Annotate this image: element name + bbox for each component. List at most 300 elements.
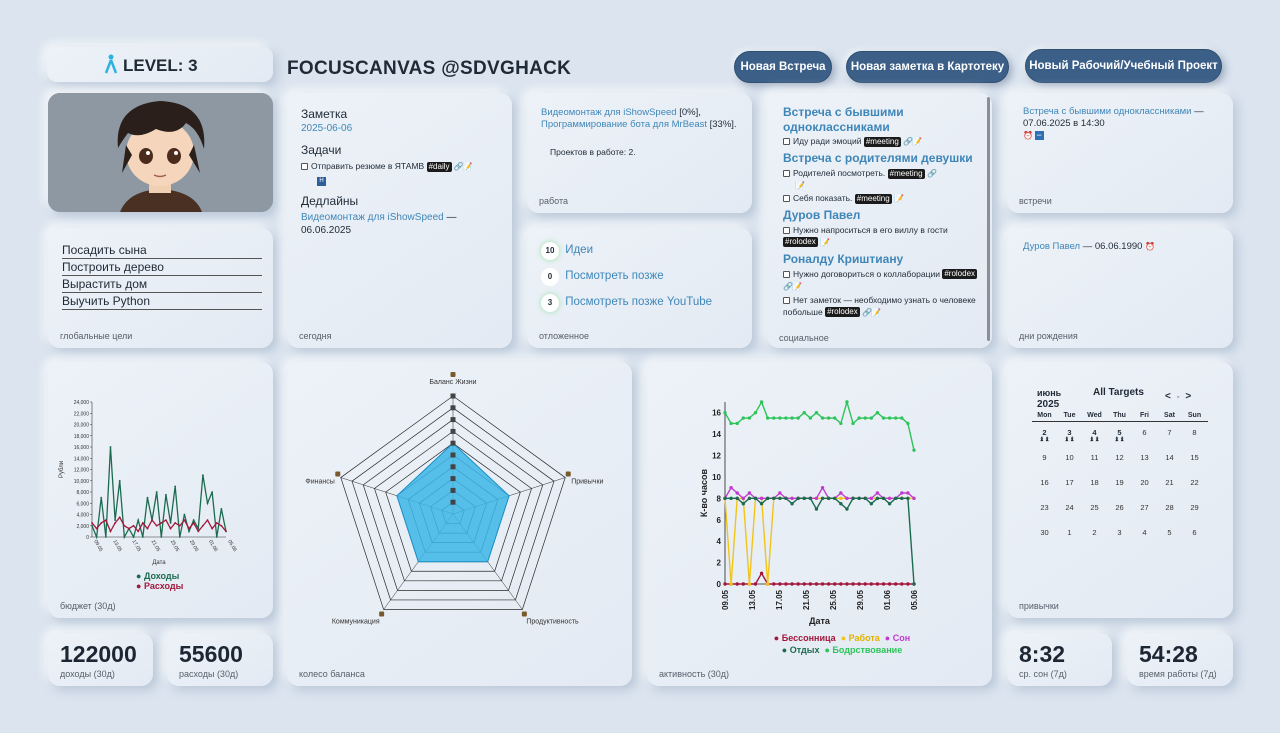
social-checkbox[interactable] [783, 170, 790, 177]
prev-month-button[interactable]: < [1165, 391, 1177, 402]
social-item [783, 294, 979, 318]
data-point [748, 491, 751, 494]
data-point [760, 572, 763, 575]
data-point [882, 582, 885, 585]
social-item-text: Нет заметок — необходимо узнать о человеке побольше [783, 294, 976, 317]
y-tick-label: 12,000 [73, 467, 89, 474]
x-tick-label: 29.05 [856, 590, 865, 611]
calendar-day[interactable]: 30 [1040, 528, 1049, 537]
project-link[interactable]: Видеомонтаж для iShowSpeed [541, 107, 677, 118]
chart-legend [136, 571, 183, 591]
y-tick-label: 0 [716, 580, 721, 589]
social-checkbox[interactable] [783, 297, 790, 304]
data-point [142, 536, 144, 538]
minus-icon[interactable]: − [1036, 129, 1042, 140]
meeting-datetime: — 07.06.2025 в 14:30 [1023, 106, 1204, 129]
note-icon[interactable]: 📝 [894, 194, 905, 203]
weekday-label: Wed [1087, 412, 1102, 419]
data-point [742, 497, 745, 500]
social-tag[interactable]: #rolodex [944, 269, 976, 279]
data-point [748, 497, 751, 500]
data-point [894, 497, 897, 500]
calendar-day[interactable]: 8 [1192, 428, 1197, 437]
link-icon[interactable]: 🔗 [862, 307, 873, 317]
data-point [876, 411, 879, 414]
count-badge: 3 [541, 294, 559, 312]
data-point [119, 480, 121, 482]
habit-marks-icon: ♝♝ [1114, 437, 1125, 443]
calendar-day[interactable]: 19 [1115, 478, 1124, 487]
data-point [729, 582, 732, 585]
y-tick-label: 10,000 [73, 478, 89, 485]
data-point [796, 416, 799, 419]
calendar-day[interactable]: 10 [1065, 453, 1074, 462]
data-point [133, 525, 135, 527]
card-label: колесо баланса [299, 669, 365, 679]
data-point [96, 536, 98, 538]
card-label: социальное [779, 333, 829, 343]
card-label: ср. сон (7д) [1019, 669, 1067, 679]
social-item [783, 268, 979, 292]
card-label: расходы (30д) [179, 669, 239, 679]
social-checkbox[interactable] [783, 195, 790, 202]
postponed-card [527, 228, 752, 348]
social-title[interactable]: Дуров Павел [783, 207, 861, 222]
task-checkbox[interactable] [301, 163, 308, 170]
data-point [202, 474, 204, 476]
axis-label: Финансы [305, 478, 335, 486]
next-month-button[interactable]: > [1185, 391, 1198, 402]
data-point [821, 416, 824, 419]
scale-marker [451, 453, 456, 458]
today-button[interactable]: ◦ [1176, 394, 1186, 401]
data-point [833, 582, 836, 585]
priority-icon: H [317, 177, 326, 186]
y-tick-label: 0 [86, 535, 89, 541]
data-point [778, 491, 781, 494]
data-point [151, 519, 153, 521]
deadline-link[interactable]: Видеомонтаж для iShowSpeed [301, 212, 444, 223]
data-point [821, 582, 824, 585]
link-icon[interactable]: 🔗 [783, 281, 793, 291]
data-point [184, 514, 186, 516]
data-point [821, 486, 824, 489]
axis-icon [379, 611, 384, 616]
social-tag[interactable]: #meeting [889, 168, 923, 178]
axis-label: Продуктивность [526, 618, 579, 626]
calendar-day[interactable]: 17 [1065, 478, 1074, 487]
new-project-button[interactable]: Новый Рабочий/Учебный Проект [1025, 49, 1222, 83]
data-point [160, 522, 162, 524]
data-point [766, 416, 769, 419]
calendar-day[interactable]: 2 ♝♝ [1032, 428, 1057, 443]
goal-item[interactable]: Вырастить дом [62, 276, 262, 293]
y-axis-label: К-во часов [699, 468, 709, 518]
scale-marker [451, 417, 456, 422]
x-tick-label: 01.06 [207, 539, 219, 553]
tasks-heading: Задачи [301, 143, 342, 157]
goals-list [62, 242, 262, 310]
social-item-text: Иду ради эмоций [793, 136, 862, 146]
weekday-label: Tue [1063, 412, 1076, 419]
data-point [211, 491, 213, 493]
data-point [165, 494, 167, 496]
data-point [735, 422, 738, 425]
week-row [1032, 522, 1208, 547]
calendar-day[interactable]: 6 [1142, 428, 1147, 437]
data-point [179, 536, 181, 538]
data-point [839, 582, 842, 585]
social-title[interactable]: Роналду Криштиану [783, 251, 904, 266]
x-tick-label: 05.06 [226, 539, 238, 553]
data-point [851, 422, 854, 425]
calendar-day[interactable]: 2 [1092, 528, 1097, 537]
postponed-link[interactable]: Идеи [565, 244, 593, 256]
data-point [857, 582, 860, 585]
new-rolodex-note-button[interactable]: Новая заметка в Картотеку [846, 51, 1009, 83]
data-point [207, 502, 209, 504]
data-point [202, 525, 204, 527]
postponed-link[interactable]: Посмотреть позже [565, 270, 664, 282]
data-point [105, 519, 107, 521]
meeting-link[interactable]: Встреча с бывшими одноклассниками [1023, 106, 1192, 117]
data-point [809, 497, 812, 500]
data-point [760, 400, 763, 403]
data-point [870, 582, 873, 585]
postponed-item[interactable] [541, 294, 712, 312]
calendar-day[interactable]: 4 ♝♝ [1082, 428, 1107, 443]
legend-label: Бессонница [781, 633, 836, 643]
series-line [725, 498, 914, 584]
data-point [894, 582, 897, 585]
scale-marker [451, 464, 456, 469]
x-tick-label: 13.05 [748, 590, 757, 611]
calendar-day[interactable]: 16 [1040, 478, 1049, 487]
social-title[interactable]: Встреча с родителями девушки [783, 150, 973, 165]
data-point [137, 530, 139, 532]
series-line [725, 498, 914, 584]
social-title[interactable]: Встреча с бывшими одноклассниками [783, 105, 904, 134]
data-point [821, 497, 824, 500]
calendar-filter[interactable]: All Targets [1093, 387, 1144, 398]
y-tick-label: 4 [716, 537, 721, 547]
meetings-card [1007, 93, 1233, 213]
calendar-day[interactable]: 5 ♝♝ [1107, 428, 1132, 443]
calendar-day[interactable]: 24 [1065, 503, 1074, 512]
data-point [735, 497, 738, 500]
social-tag[interactable]: #meeting [865, 136, 899, 146]
calendar-day[interactable]: 12 [1115, 453, 1124, 462]
data-point [809, 582, 812, 585]
calendar-day[interactable]: 21 [1165, 478, 1174, 487]
data-point [864, 416, 867, 419]
week-row [1032, 472, 1208, 497]
postponed-item[interactable] [541, 242, 593, 260]
data-point [748, 416, 751, 419]
data-point [900, 491, 903, 494]
chart-legend [742, 632, 942, 656]
calendar-day[interactable]: 5 [1167, 528, 1172, 537]
legend-item: ● Отдых [781, 645, 820, 655]
project-link[interactable]: Программирование бота для MrBeast [541, 119, 707, 130]
calendar-day[interactable]: 15 [1190, 453, 1199, 462]
data-point [906, 582, 909, 585]
calendar-month: июнь [1037, 388, 1062, 398]
legend-label: Расходы [143, 581, 184, 591]
data-point [91, 525, 93, 527]
data-point [137, 519, 139, 521]
data-point [851, 497, 854, 500]
data-point [784, 582, 787, 585]
calendar-day[interactable]: 28 [1165, 503, 1174, 512]
calendar-grid [1032, 412, 1208, 547]
card-label: активность (30д) [659, 669, 730, 679]
meeting-row [1023, 106, 1223, 142]
data-point [857, 416, 860, 419]
calendar-day[interactable]: 3 ♝♝ [1057, 428, 1082, 443]
scale-marker [451, 405, 456, 410]
calendar-day[interactable]: 20 [1140, 478, 1149, 487]
y-tick-label: 6 [716, 515, 721, 525]
postponed-link[interactable]: Посмотреть позже YouTube [565, 296, 713, 308]
birthday-link[interactable]: Дуров Павел [1023, 241, 1081, 252]
data-point [170, 528, 172, 530]
calendar-day[interactable]: 1 [1067, 528, 1072, 537]
y-tick-label: 8,000 [76, 490, 89, 496]
today-card [287, 93, 512, 348]
data-point [772, 497, 775, 500]
link-icon[interactable]: 🔗 [903, 137, 914, 147]
week-row [1032, 447, 1208, 472]
data-point [790, 416, 793, 419]
data-point [735, 491, 738, 494]
sleep-value: 8:32 [1019, 641, 1066, 667]
note-date-link[interactable]: 2025-06-06 [301, 123, 353, 134]
data-point [900, 582, 903, 585]
data-point [815, 411, 818, 414]
data-point [876, 497, 879, 500]
calendar-day[interactable]: 6 [1192, 528, 1197, 537]
data-point [888, 582, 891, 585]
expense-card [167, 633, 273, 686]
page-title: FOCUSCANVAS @SDVGHACK [287, 58, 572, 79]
y-tick-label: 22,000 [73, 411, 89, 418]
data-point [784, 497, 787, 500]
data-point [796, 582, 799, 585]
data-point [864, 582, 867, 585]
data-point [827, 416, 830, 419]
data-point [193, 522, 195, 524]
level-badge [47, 47, 273, 82]
budget-chart [48, 362, 273, 592]
legend-label: Отдых [789, 645, 820, 655]
data-point [742, 582, 745, 585]
x-tick-label: 21.05 [802, 590, 811, 611]
task-tag[interactable]: #daily [428, 161, 450, 171]
social-checkbox[interactable] [783, 138, 790, 145]
social-checkbox[interactable] [783, 227, 790, 234]
social-tag[interactable]: #meeting [856, 193, 890, 203]
calendar-day[interactable]: 9 [1042, 453, 1047, 462]
y-tick-label: 16 [712, 408, 721, 418]
y-tick-label: 6,000 [76, 501, 89, 508]
calendar-day[interactable]: 22 [1190, 478, 1199, 487]
data-point [114, 522, 116, 524]
new-meeting-button[interactable]: Новая Встреча [734, 51, 832, 83]
x-axis-label: Дата [152, 560, 166, 566]
balance-wheel-chart [287, 362, 632, 662]
postponed-item[interactable] [541, 268, 664, 286]
work-card [527, 93, 752, 213]
x-tick-label: 05.06 [910, 590, 919, 611]
weekday-label: Thu [1113, 412, 1126, 419]
calendar-day[interactable]: 4 [1142, 528, 1147, 537]
goal-item[interactable]: Выучить Python [62, 293, 262, 310]
data-point [179, 525, 181, 527]
data-point [105, 536, 107, 538]
y-tick-label: 20,000 [73, 422, 89, 429]
card-label: работа [539, 196, 568, 206]
calendar-day[interactable]: 7 [1167, 428, 1172, 437]
social-item [783, 167, 979, 191]
x-tick-label: 29.05 [187, 539, 200, 553]
avatar [48, 93, 273, 212]
calendar-day[interactable]: 29 [1190, 503, 1199, 512]
data-point [100, 522, 102, 524]
project-progress: [33%]. [707, 119, 737, 130]
projects-text [541, 107, 741, 131]
data-point [114, 519, 116, 521]
habits-card [1007, 362, 1233, 618]
data-point [216, 522, 218, 524]
calendar-day[interactable]: 27 [1140, 503, 1149, 512]
data-point [188, 528, 190, 530]
data-point [147, 497, 149, 499]
data-point [174, 485, 176, 487]
data-point [735, 582, 738, 585]
social-item [783, 224, 979, 248]
x-tick-label: 01.06 [883, 590, 892, 611]
task-row [301, 161, 506, 186]
x-tick-label: 09.05 [721, 590, 730, 611]
calendar-day[interactable]: 25 [1090, 503, 1099, 512]
link-icon[interactable]: 🔗 [453, 162, 464, 172]
data-point [110, 446, 112, 448]
data-point [729, 486, 732, 489]
y-tick-label: 24,000 [73, 400, 89, 406]
note-icon[interactable]: 📝 [912, 137, 923, 147]
calendar-day[interactable]: 14 [1165, 453, 1174, 462]
y-tick-label: 10 [712, 472, 721, 482]
data-point [772, 416, 775, 419]
data-point [845, 400, 848, 403]
data-point [119, 516, 121, 518]
income-card [48, 633, 153, 686]
calendar-year: 2025 [1037, 399, 1060, 410]
budget-card [48, 362, 273, 618]
data-point [912, 582, 915, 585]
y-tick-label: 12 [712, 451, 721, 461]
expense-value: 55600 [179, 641, 243, 667]
x-tick-label: 17.05 [130, 539, 143, 553]
data-point [754, 497, 757, 500]
week-row [1032, 422, 1208, 447]
data-point [900, 497, 903, 500]
data-point [754, 582, 757, 585]
calendar-day[interactable]: 18 [1090, 478, 1099, 487]
social-checkbox[interactable] [783, 271, 790, 278]
week-row [1032, 497, 1208, 522]
x-tick-label: 21.05 [149, 539, 162, 553]
data-point [888, 416, 891, 419]
data-point [160, 536, 162, 538]
card-label: глобальные цели [60, 331, 133, 341]
legend-label: Сон [892, 633, 911, 643]
data-point [876, 491, 879, 494]
data-point [845, 507, 848, 510]
data-point [188, 530, 190, 532]
goal-item[interactable]: Посадить сына [62, 242, 262, 259]
task-text: Отправить резюме в ЯТАМВ [311, 161, 425, 171]
legend-label: Доходы [143, 571, 180, 581]
axis-label: Привычки [571, 478, 604, 486]
goal-item[interactable]: Построить дерево [62, 259, 262, 276]
scrollbar[interactable] [987, 97, 990, 341]
data-point [742, 502, 745, 505]
note-icon[interactable]: 📝 [792, 281, 802, 291]
data-point [133, 536, 135, 538]
note-icon[interactable]: 📝 [462, 162, 473, 172]
note-icon[interactable]: 📝 [795, 181, 805, 190]
calendar-day[interactable]: 23 [1040, 503, 1049, 512]
y-tick-label: 8 [716, 494, 721, 504]
data-point [876, 582, 879, 585]
count-badge: 0 [541, 268, 559, 286]
data-point [870, 416, 873, 419]
level-label: LEVEL: 3 [123, 56, 198, 75]
data-point [900, 416, 903, 419]
calendar-day[interactable]: 26 [1115, 503, 1124, 512]
social-tag[interactable]: #rolodex [827, 307, 858, 317]
sleep-card [1007, 633, 1112, 686]
calendar-day[interactable]: 11 [1090, 453, 1099, 462]
link-icon[interactable]: 🔗 [926, 169, 937, 178]
note-icon[interactable]: 📝 [871, 307, 882, 317]
data-point [803, 582, 806, 585]
data-point [833, 416, 836, 419]
data-point [128, 528, 130, 530]
data-point [170, 522, 172, 524]
projects-count: Проектов в работе: 2. [550, 147, 636, 157]
social-item-text: Нужно напроситься в его виллу в гости [793, 224, 948, 235]
data-point [809, 416, 812, 419]
scale-marker [451, 394, 456, 399]
data-point [803, 411, 806, 414]
x-tick-label: 25.05 [168, 539, 181, 553]
note-icon[interactable]: 📝 [820, 237, 831, 247]
person-icon [105, 54, 117, 79]
data-point [760, 497, 763, 500]
series-line [725, 573, 914, 584]
data-point [870, 497, 873, 500]
data-point [870, 502, 873, 505]
income-value: 122000 [60, 641, 137, 667]
social-tag[interactable]: #rolodex [785, 237, 816, 247]
calendar-day[interactable]: 3 [1117, 528, 1122, 537]
calendar-day[interactable]: 13 [1140, 453, 1149, 462]
data-point [778, 582, 781, 585]
data-point [864, 497, 867, 500]
